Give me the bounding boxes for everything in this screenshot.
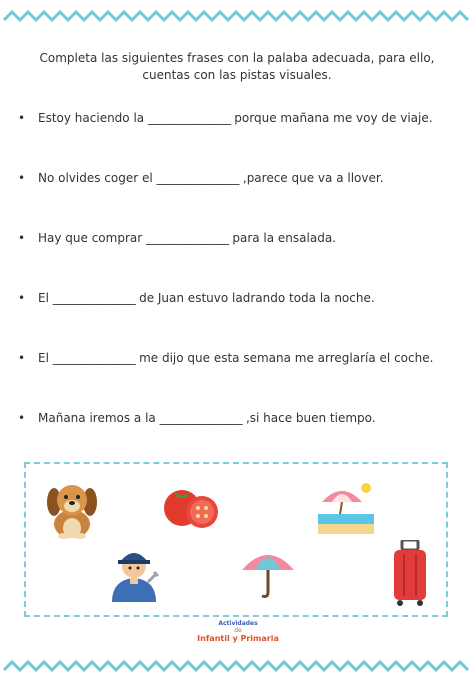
blank-line: _______________ bbox=[156, 171, 240, 185]
bullet: • bbox=[18, 351, 26, 365]
logo-line-2: de bbox=[234, 627, 242, 634]
sentence-5 bbox=[18, 350, 458, 366]
sentence-after: porque mañana me voy de viaje. bbox=[234, 111, 433, 125]
mechanic-icon bbox=[106, 540, 162, 602]
picture-clues-box bbox=[24, 462, 448, 617]
bullet: • bbox=[18, 111, 26, 125]
bullet: • bbox=[18, 171, 26, 185]
blank-line: _______________ bbox=[147, 111, 231, 125]
dog-icon bbox=[44, 478, 100, 540]
sentence-before: El bbox=[38, 351, 49, 365]
bullet: • bbox=[18, 411, 26, 425]
brand-logo bbox=[188, 616, 288, 650]
bullet: • bbox=[18, 231, 26, 245]
sentence-before: Estoy haciendo la bbox=[38, 111, 145, 125]
sentence-2 bbox=[18, 170, 458, 186]
sentence-before: Mañana iremos a la bbox=[38, 411, 156, 425]
sentence-after: me dijo que esta semana me arreglaría el coche. bbox=[139, 351, 434, 365]
sentence-after: para la ensalada. bbox=[232, 231, 336, 245]
top-zigzag-border bbox=[0, 4, 474, 28]
bottom-zigzag-border bbox=[0, 654, 474, 678]
beach-icon bbox=[316, 480, 376, 536]
blank-line: _______________ bbox=[52, 291, 136, 305]
sentence-before: No olvides coger el bbox=[38, 171, 153, 185]
sentence-3 bbox=[18, 230, 458, 246]
sentence-after: ,si hace buen tiempo. bbox=[245, 411, 376, 425]
sentence-6 bbox=[18, 410, 458, 426]
logo-line-1: Actividades bbox=[218, 620, 258, 627]
suitcase-icon bbox=[390, 540, 430, 606]
sentence-after: de Juan estuvo ladrando toda la noche. bbox=[139, 291, 375, 305]
blank-line: _______________ bbox=[146, 231, 229, 245]
tomato-icon bbox=[162, 484, 222, 530]
sentence-before: El bbox=[38, 291, 49, 305]
sentence-before: Hay que comprar bbox=[38, 231, 143, 245]
bullet: • bbox=[18, 291, 26, 305]
blank-line: _______________ bbox=[52, 351, 136, 365]
blank-line: _______________ bbox=[159, 411, 243, 425]
umbrella-icon bbox=[240, 544, 296, 600]
logo-line-3: Infantil y Primaria bbox=[197, 634, 279, 643]
instructions-text: Completa las siguientes frases con la palaba adecuada, para ello, cuentas con las pistas visuales. bbox=[39, 51, 435, 82]
sentence-1 bbox=[18, 110, 458, 126]
sentence-4 bbox=[18, 290, 458, 306]
sentence-after: ,parece que va a llover. bbox=[242, 171, 384, 185]
